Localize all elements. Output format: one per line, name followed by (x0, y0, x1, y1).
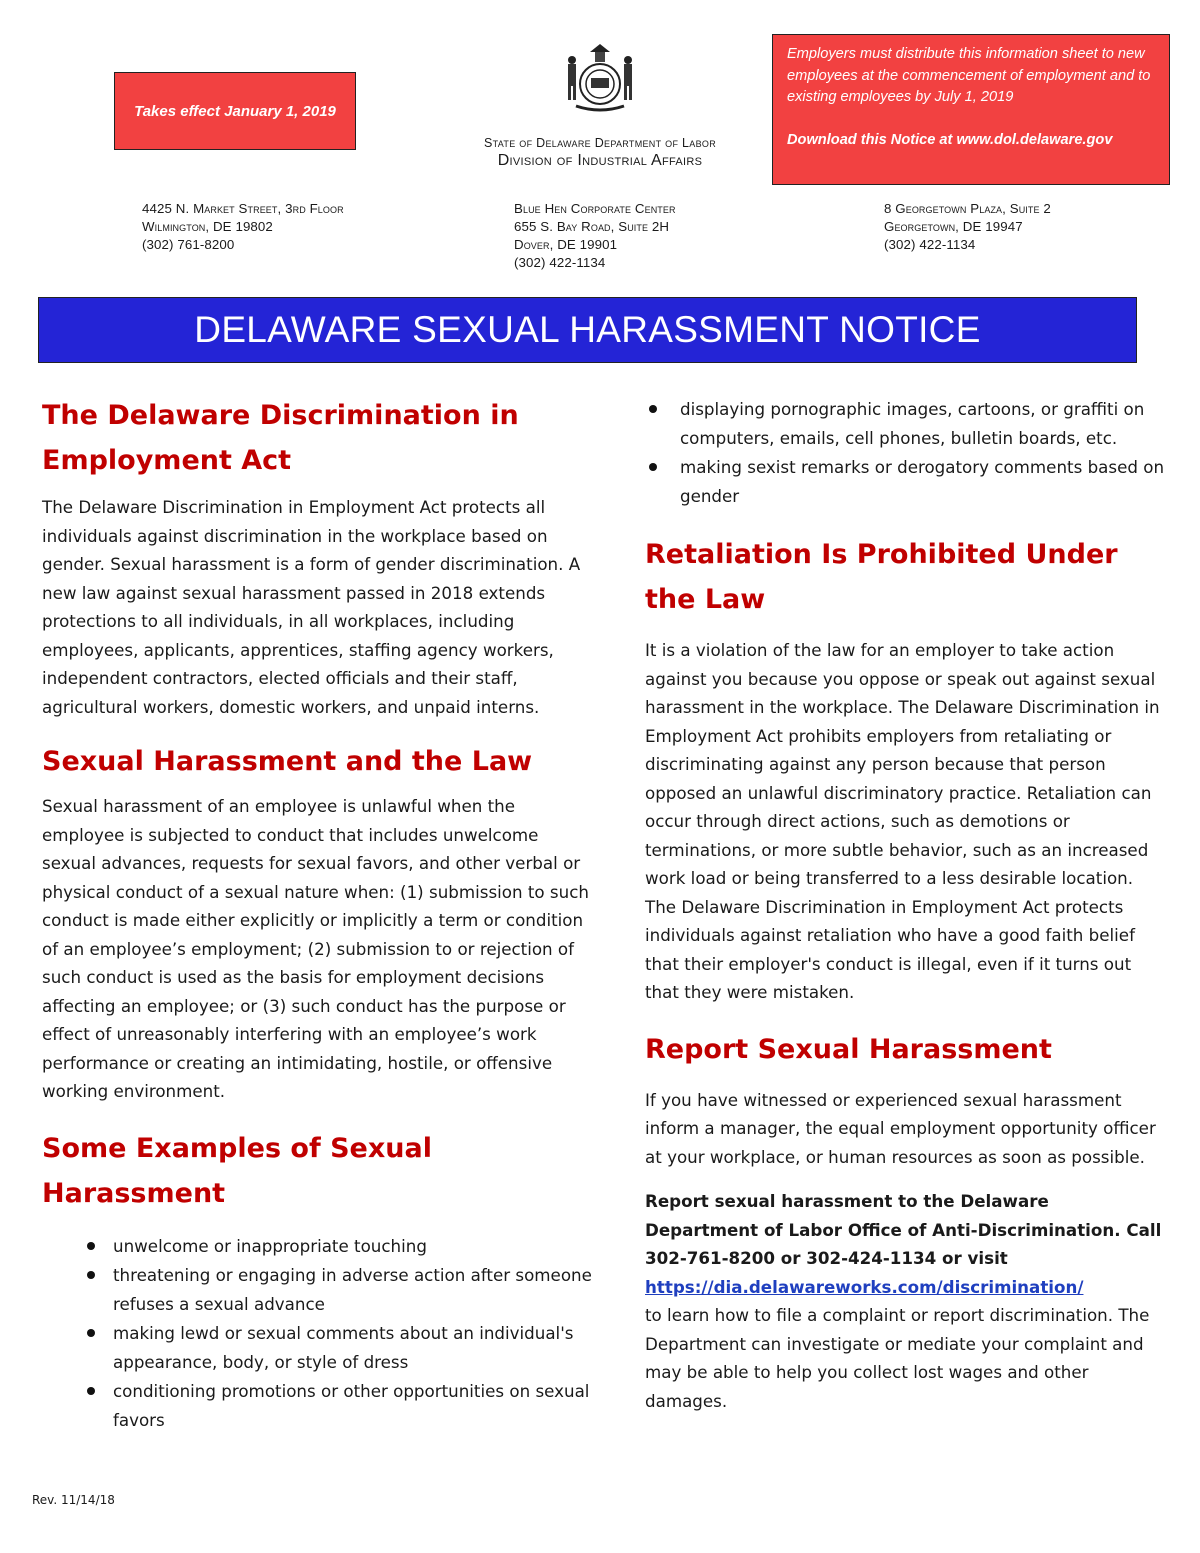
address-wilmington (142, 200, 344, 254)
revision-date: Rev. 11/14/18 (32, 1493, 115, 1507)
report-contact (645, 1187, 1165, 1415)
discrimination-link[interactable]: https://dia.delawareworks.com/discrimination/ (645, 1276, 1084, 1297)
agency-department: State of Delaware Department of Labor (484, 136, 716, 150)
delaware-seal-icon (560, 38, 640, 114)
address-line: Blue Hen Corporate Center (514, 201, 676, 216)
address-line: 655 S. Bay Road, Suite 2H (514, 219, 670, 234)
address-dover (514, 200, 676, 272)
retaliation-body: It is a violation of the law for an employer to take action against you because you oppose or speak out against sexual harassment in the workplace. The Delaware Discrimination in Employment Act prohibits employers from retaliating or discriminating against any person because that person opposed an unlawful discriminatory practice. Retaliation can occur through direct actions, such as demotions or terminations, or more subtle behavior, such as an increased work load or being transferred to a less desirable location. The Delaware Discrimination in Employment Act protects individuals against retaliation who have a good faith belief that their employer's conduct is illegal, even if it turns out that they were mistaken. (645, 640, 1160, 1002)
list-item: making sexist remarks or derogatory comments based on gender (645, 453, 1165, 510)
list-item: conditioning promotions or other opportunities on sexual favors (42, 1377, 597, 1434)
address-phone: (302) 422-1134 (884, 237, 976, 252)
discrimination-act-body: The Delaware Discrimination in Employment Act protects all individuals against discrimination in the workplace based on gender. Sexual harassment is a form of gender discrimination. A new law against sexual harassment passed in 2018 extends protections to all individuals, in all workplaces, including employees, applicants, apprentices, staffing agency workers, independent contractors, elected officials and their staff, agricultural workers, domestic workers, and unpaid interns. (42, 497, 581, 717)
left-column (42, 393, 597, 1435)
section-heading-harassment-law: Sexual Harassment and the Law (42, 746, 533, 777)
section-heading-report: Report Sexual Harassment (645, 1033, 1052, 1065)
section-heading-retaliation: Retaliation Is Prohibited Under the Law (645, 539, 1118, 615)
address-line: 4425 N. Market Street, 3rd Floor (142, 201, 344, 216)
report-body: If you have witnessed or experienced sexual harassment inform a manager, the equal employment opportunity officer at your workplace, or human resources as soon as possible. (645, 1089, 1156, 1167)
effective-date-box (114, 72, 356, 150)
notice-title-banner (38, 297, 1137, 363)
address-phone: (302) 761-8200 (142, 237, 235, 252)
section-heading-examples: Some Examples of Sexual Harassment (42, 1132, 432, 1209)
examples-list (42, 1232, 597, 1435)
address-georgetown (884, 200, 1051, 254)
agency-division: Division of Industrial Affairs (497, 152, 703, 169)
list-item: making lewd or sexual comments about an individual's appearance, body, or style of dress (42, 1319, 597, 1376)
list-item: unwelcome or inappropriate touching (42, 1232, 597, 1261)
distribution-notice-text: Employers must distribute this information sheet to new employees at the commencement of employment and to existing employees by July 1, 2019 (787, 46, 1151, 105)
notice-title: DELAWARE SEXUAL HARASSMENT NOTICE (194, 309, 981, 350)
download-notice-text: Download this Notice at www.dol.delaware.gov (787, 131, 1113, 148)
address-line: Georgetown, DE 19947 (884, 219, 1023, 234)
examples-list-continued (645, 395, 1165, 510)
address-line: Wilmington, DE 19802 (142, 219, 273, 234)
report-contact-after: to learn how to file a complaint or report discrimination. The Department can investigate or mediate your complaint and may be able to help you collect lost wages and other damages. (645, 1305, 1150, 1411)
harassment-law-body: Sexual harassment of an employee is unlawful when the employee is subjected to conduct that includes unwelcome sexual advances, requests for sexual favors, and other verbal or physical conduct of a sexual nature when: (1) submission to such conduct is made either explicitly or implicitly a term or condition of an employee’s employment; (2) submission to or rejection of such conduct is used as the basis for employment decisions affecting an employee; or (3) such conduct has the purpose or effect of unreasonably interfering with an employee’s work performance or creating an intimidating, hostile, or offensive working environment. (42, 796, 589, 1101)
effective-date: Takes effect January 1, 2019 (134, 102, 336, 120)
agency-name (400, 136, 800, 170)
distribution-notice-box (772, 34, 1170, 185)
address-line: 8 Georgetown Plaza, Suite 2 (884, 201, 1051, 216)
report-contact-bold: Report sexual harassment to the Delaware Department of Labor Office of Anti-Discrimination. Call 302-761-8200 or 302-424-1134 or visit (645, 1191, 1162, 1268)
list-item: displaying pornographic images, cartoons, or graffiti on computers, emails, cell phones, bulletin boards, etc. (645, 395, 1165, 452)
address-line: Dover, DE 19901 (514, 237, 618, 252)
address-phone: (302) 422-1134 (514, 255, 606, 270)
right-column (645, 395, 1165, 1415)
section-heading-discrimination-act: The Delaware Discrimination in Employment Act (42, 400, 519, 476)
list-item: threatening or engaging in adverse action after someone refuses a sexual advance (42, 1261, 597, 1318)
